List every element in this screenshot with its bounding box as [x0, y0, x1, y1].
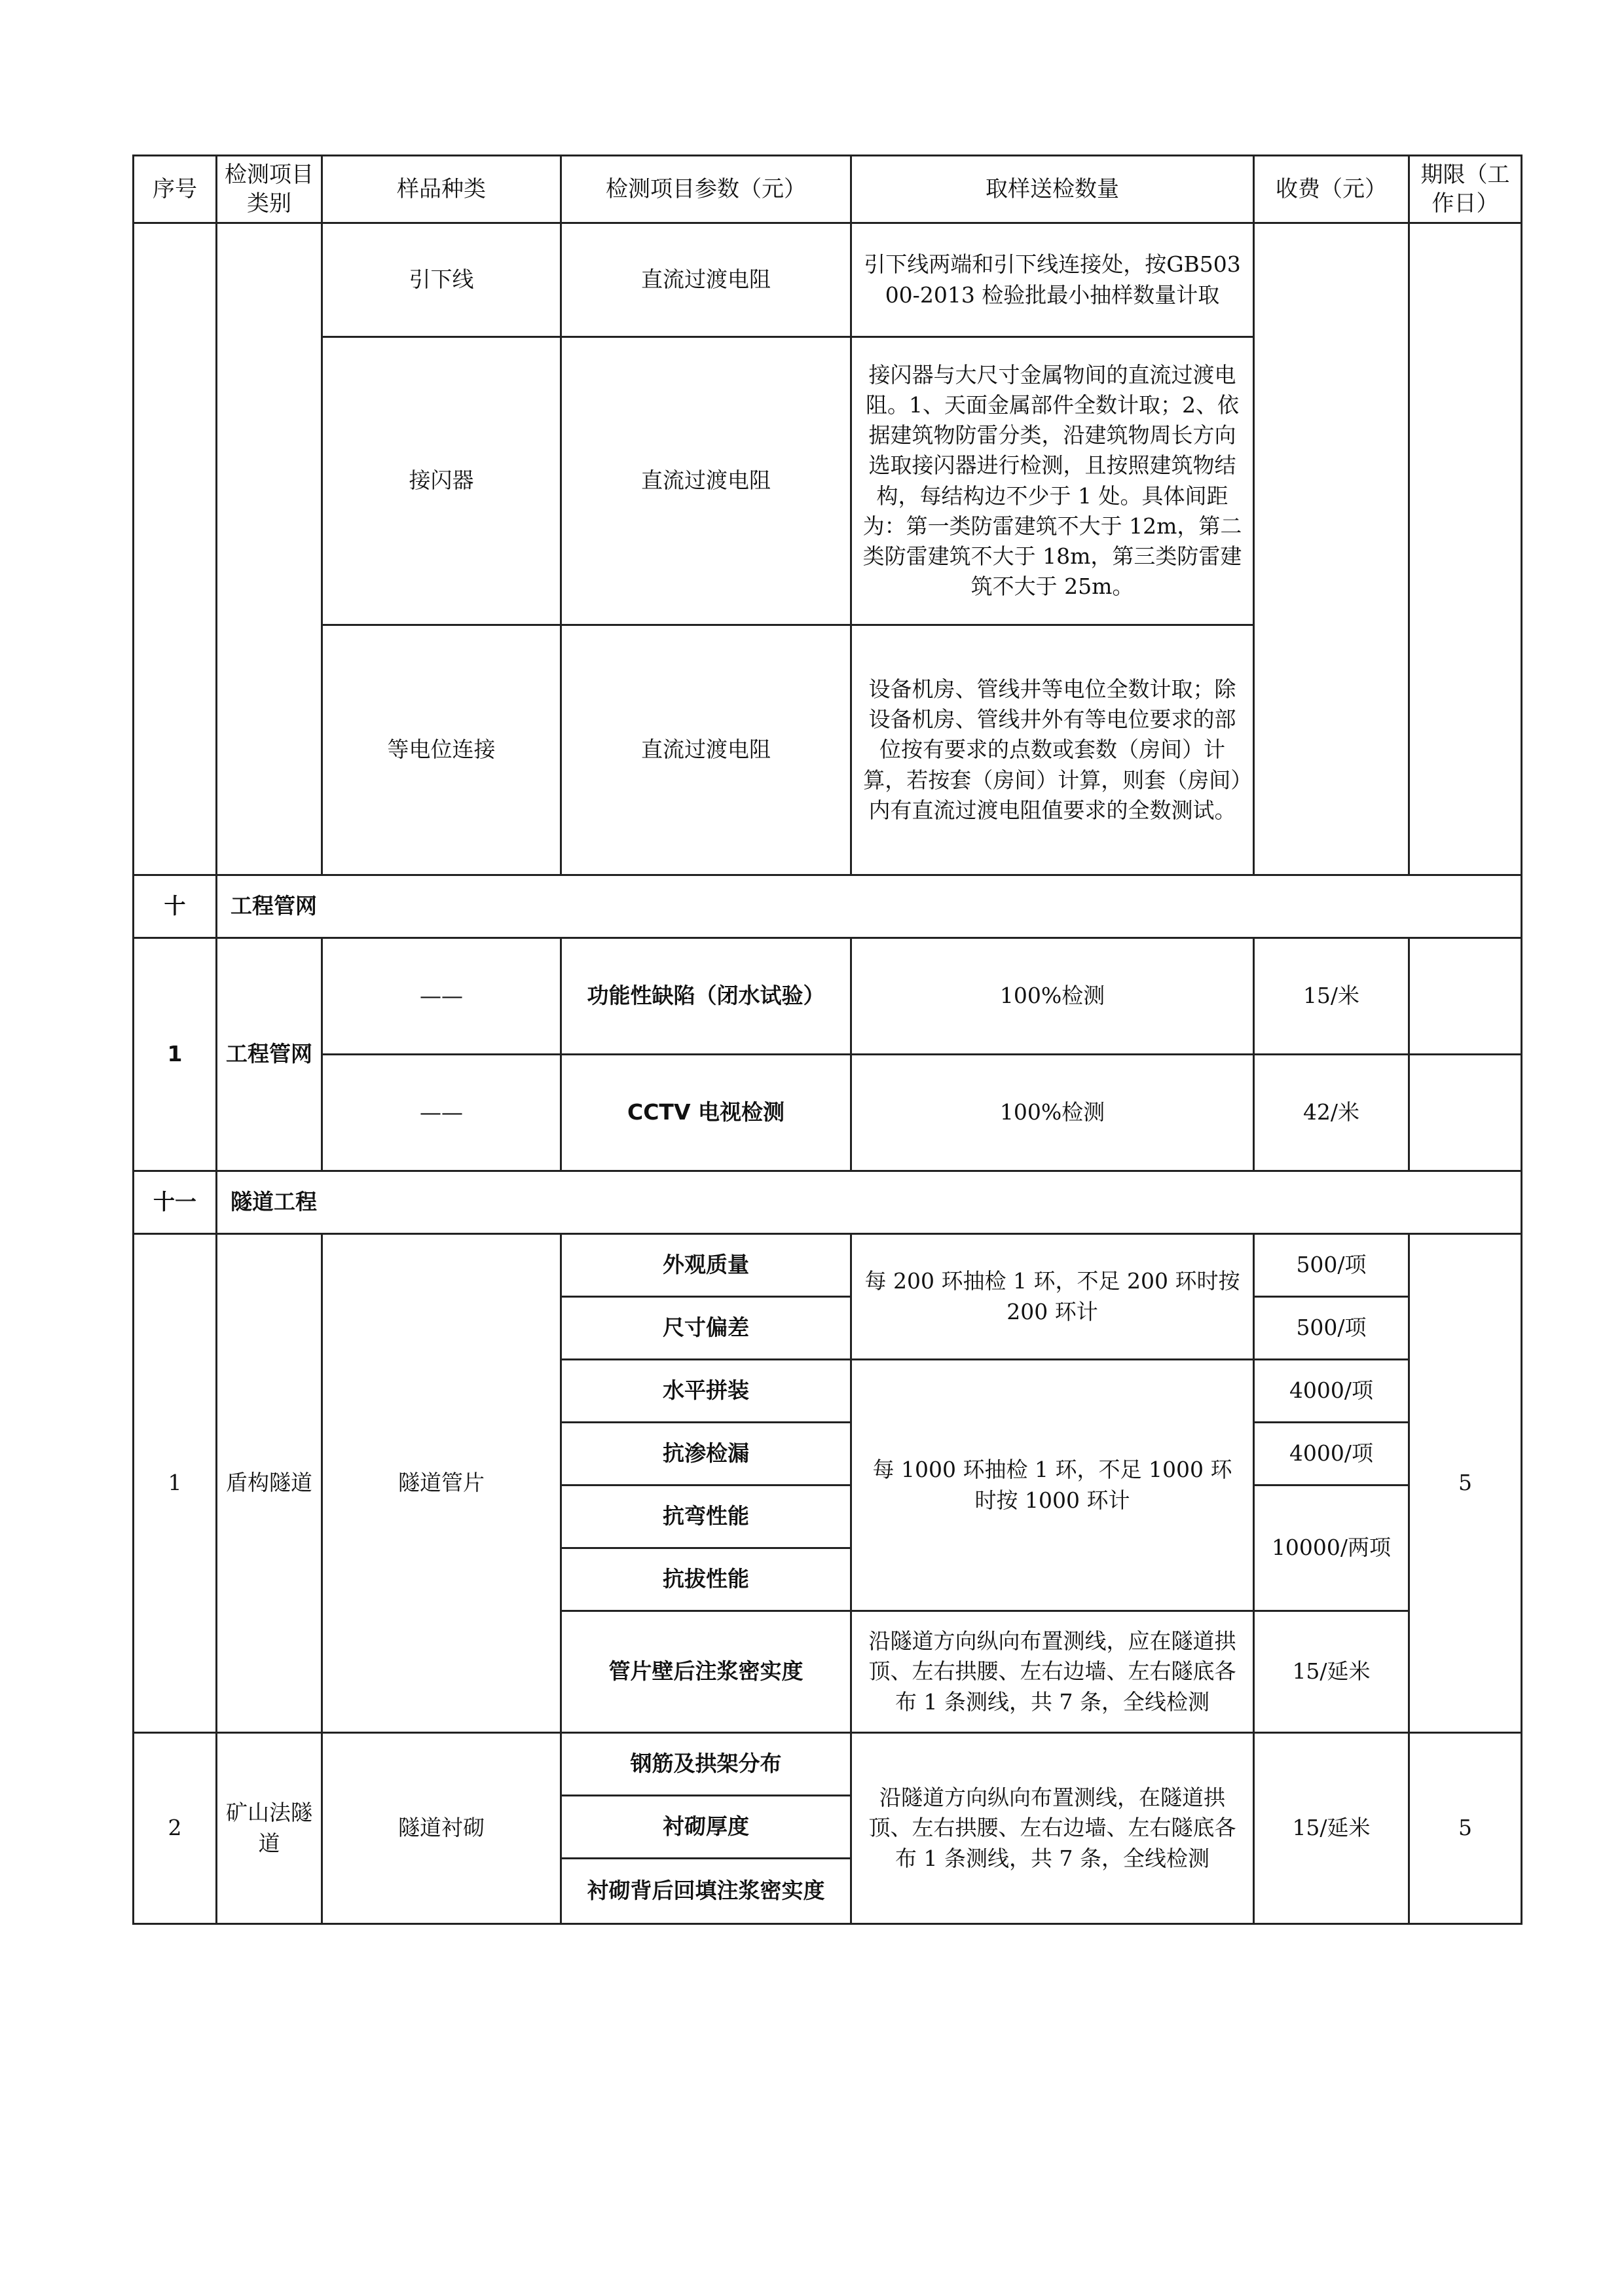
fee-cell: 15/延米 [1254, 1733, 1409, 1924]
table-row [134, 1733, 1522, 1796]
fee-cell: 500/项 [1254, 1234, 1409, 1297]
quantity-cell: 沿隧道方向纵向布置测线，在隧道拱顶、左右拱腰、左右边墙、左右隧底各布 1 条测线，共 7 条，全线检测 [851, 1733, 1254, 1924]
fee-cell: 500/项 [1254, 1297, 1409, 1360]
limit-cell [1409, 938, 1522, 1055]
fee-cell: 15/米 [1254, 938, 1409, 1055]
param-cell: 抗渗检漏 [561, 1423, 851, 1485]
header-cell: 序号 [134, 156, 217, 223]
header-cell: 期限（工作日） [1409, 156, 1522, 223]
sample-cell: —— [322, 938, 561, 1055]
section-number: 十一 [134, 1171, 217, 1234]
fee-cell: 4000/项 [1254, 1423, 1409, 1485]
header-row [134, 156, 1522, 223]
header-cell: 样品种类 [322, 156, 561, 223]
header-cell: 收费（元） [1254, 156, 1409, 223]
empty-cell [1409, 223, 1522, 875]
limit-cell: 5 [1409, 1234, 1522, 1733]
param-cell: 外观质量 [561, 1234, 851, 1297]
fee-cell: 42/米 [1254, 1055, 1409, 1171]
item-number: 2 [134, 1733, 217, 1924]
param-cell: CCTV 电视检测 [561, 1055, 851, 1171]
sample-cell: —— [322, 1055, 561, 1171]
category-cell: 工程管网 [217, 938, 322, 1171]
quantity-cell: 每 1000 环抽检 1 环，不足 1000 环时按 1000 环计 [851, 1360, 1254, 1611]
header-cell: 取样送检数量 [851, 156, 1254, 223]
limit-cell: 5 [1409, 1733, 1522, 1924]
sample-cell: 接闪器 [322, 337, 561, 625]
fee-cell: 10000/两项 [1254, 1485, 1409, 1611]
table-row [134, 1055, 1522, 1171]
param-cell: 直流过渡电阻 [561, 223, 851, 337]
category-cell: 盾构隧道 [217, 1234, 322, 1733]
sample-cell: 隧道管片 [322, 1234, 561, 1733]
param-cell: 衬砌背后回填注浆密实度 [561, 1859, 851, 1924]
fee-cell: 4000/项 [1254, 1360, 1409, 1423]
category-cell: 矿山法隧道 [217, 1733, 322, 1924]
quantity-cell: 100%检测 [851, 938, 1254, 1055]
item-number: 1 [134, 938, 217, 1171]
param-cell: 抗拔性能 [561, 1548, 851, 1611]
empty-cell [1254, 223, 1409, 875]
empty-cell [134, 223, 217, 875]
quantity-cell: 接闪器与大尺寸金属物间的直流过渡电阻。1、天面金属部件全数计取；2、依据建筑物防雷分类，沿建筑物周长方向选取接闪器进行检测，且按照建筑物结构，每结构边不少于 1 处。具体间距为：第一类防雷建筑不大于 12m，第二类防雷建筑不大于 18m，第三类防雷建筑不大于 25m。 [851, 337, 1254, 625]
section-title: 隧道工程 [217, 1171, 1522, 1234]
limit-cell [1409, 1055, 1522, 1171]
param-cell: 尺寸偏差 [561, 1297, 851, 1360]
param-cell: 功能性缺陷（闭水试验） [561, 938, 851, 1055]
inspection-fee-table [132, 155, 1522, 1925]
table-row [134, 223, 1522, 337]
quantity-cell: 沿隧道方向纵向布置测线，应在隧道拱顶、左右拱腰、左右边墙、左右隧底各布 1 条测线，共 7 条，全线检测 [851, 1611, 1254, 1733]
quantity-cell: 每 200 环抽检 1 环，不足 200 环时按 200 环计 [851, 1234, 1254, 1360]
section-row [134, 1171, 1522, 1234]
param-cell: 抗弯性能 [561, 1485, 851, 1548]
quantity-cell: 设备机房、管线井等电位全数计取；除设备机房、管线井外有等电位要求的部位按有要求的点数或套数（房间）计算，若按套（房间）计算，则套（房间）内有直流过渡电阻值要求的全数测试。 [851, 625, 1254, 875]
param-cell: 直流过渡电阻 [561, 625, 851, 875]
section-number: 十 [134, 875, 217, 938]
section-title: 工程管网 [217, 875, 1522, 938]
quantity-cell: 100%检测 [851, 1055, 1254, 1171]
param-cell: 衬砌厚度 [561, 1796, 851, 1859]
table-row [134, 1234, 1522, 1297]
sample-cell: 隧道衬砌 [322, 1733, 561, 1924]
param-cell: 直流过渡电阻 [561, 337, 851, 625]
fee-cell: 15/延米 [1254, 1611, 1409, 1733]
item-number: 1 [134, 1234, 217, 1733]
table-row [134, 938, 1522, 1055]
sample-cell: 引下线 [322, 223, 561, 337]
param-cell: 水平拼装 [561, 1360, 851, 1423]
param-cell: 管片壁后注浆密实度 [561, 1611, 851, 1733]
empty-cell [217, 223, 322, 875]
header-cell: 检测项目类别 [217, 156, 322, 223]
quantity-cell: 引下线两端和引下线连接处，按GB50300-2013 检验批最小抽样数量计取 [851, 223, 1254, 337]
header-cell: 检测项目参数（元） [561, 156, 851, 223]
sample-cell: 等电位连接 [322, 625, 561, 875]
param-cell: 钢筋及拱架分布 [561, 1733, 851, 1796]
section-row [134, 875, 1522, 938]
